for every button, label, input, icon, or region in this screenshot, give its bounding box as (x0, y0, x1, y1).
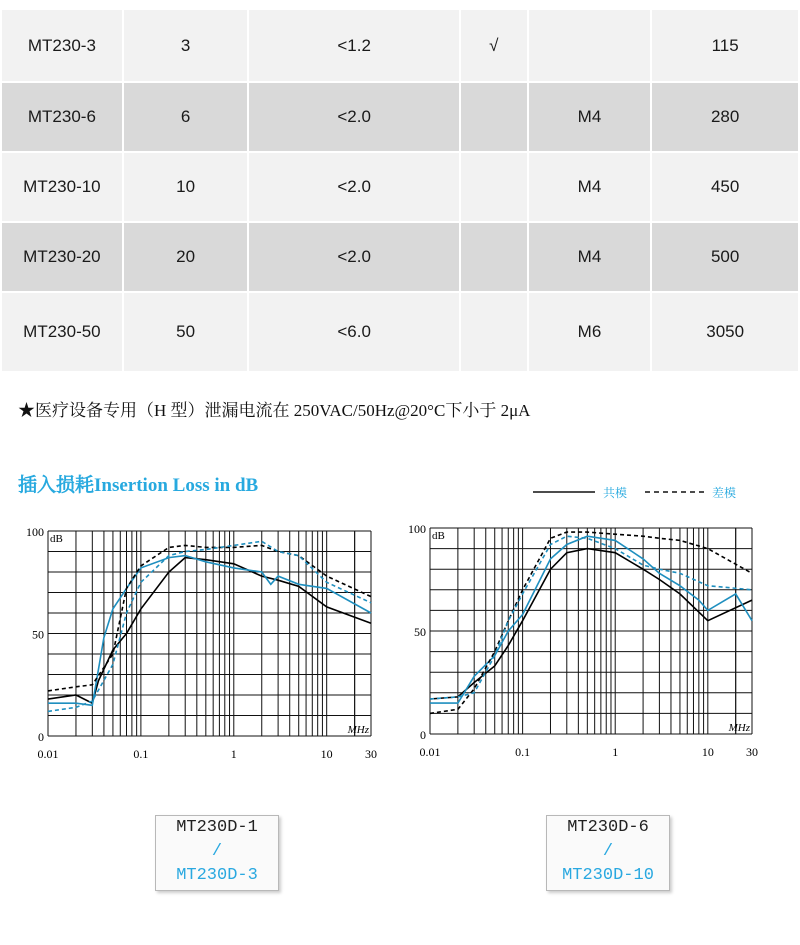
table-cell: MT230-20 (2, 223, 122, 291)
model-label-separator: / (602, 842, 614, 861)
x-tick-label: 10 (320, 747, 333, 761)
x-tick-label: 0.01 (419, 745, 441, 759)
table-cell: M4 (529, 153, 651, 221)
table-cell: MT230-50 (2, 293, 122, 371)
table-cell: 3050 (652, 293, 798, 371)
x-tick-label: 0.1 (133, 747, 149, 761)
x-unit-label: MHz (728, 722, 750, 734)
model-label-top: MT230D-1 (176, 818, 258, 837)
table-cell: √ (461, 10, 527, 81)
insertion-loss-title: 插入损耗Insertion Loss in dB (18, 475, 259, 496)
table-cell: 6 (124, 83, 248, 151)
y-tick-label: 50 (414, 625, 426, 639)
medical-leakage-note: ★医疗设备专用（H 型）泄漏电流在 250VAC/50Hz@20°C下小于 2μA (18, 401, 531, 420)
table-cell: 500 (652, 223, 798, 291)
x-tick-label: 0.01 (37, 747, 59, 761)
table-cell: MT230-6 (2, 83, 122, 151)
table-cell: <6.0 (249, 293, 458, 371)
table-cell: MT230-10 (2, 153, 122, 221)
y-unit-label: dB (432, 530, 445, 542)
model-label-box-1 (155, 815, 279, 891)
x-tick-label: 10 (701, 745, 714, 759)
table-cell: 3 (124, 10, 248, 81)
table-cell: <2.0 (249, 223, 458, 291)
y-tick-label: 50 (32, 627, 44, 642)
x-tick-label: 30 (746, 745, 758, 759)
table-cell: <2.0 (249, 83, 458, 151)
table-cell: M4 (529, 83, 651, 151)
table-cell: <2.0 (249, 153, 458, 221)
table-cell: 280 (652, 83, 798, 151)
model-label-top: MT230D-6 (567, 818, 649, 837)
table-cell: 20 (124, 223, 248, 291)
model-label-separator: / (211, 842, 223, 861)
model-label-bottom: MT230D-10 (562, 866, 654, 885)
table-cell: 10 (124, 153, 248, 221)
table-cell: MT230-3 (2, 10, 122, 81)
model-label-bottom: MT230D-3 (176, 866, 258, 885)
x-tick-label: 30 (365, 747, 377, 761)
y-unit-label: dB (50, 533, 63, 545)
y-tick-label: 0 (38, 730, 44, 744)
x-tick-label: 1 (230, 747, 237, 761)
y-tick-label: 100 (408, 522, 426, 536)
table-cell: <1.2 (249, 10, 458, 81)
x-tick-label: 0.1 (515, 745, 531, 759)
table-cell: M4 (529, 223, 651, 291)
table-cell: 115 (652, 10, 798, 81)
y-tick-label: 0 (420, 728, 426, 742)
table-cell: 50 (124, 293, 248, 371)
y-tick-label: 100 (26, 525, 44, 539)
legend-dashed-label: 差模 (712, 486, 737, 500)
table-cell: M6 (529, 293, 651, 371)
x-unit-label: MHz (347, 724, 369, 736)
legend-solid-label: 共模 (603, 486, 628, 500)
x-tick-label: 1 (612, 745, 619, 759)
model-label-box-2 (546, 815, 670, 891)
table-cell: 450 (652, 153, 798, 221)
